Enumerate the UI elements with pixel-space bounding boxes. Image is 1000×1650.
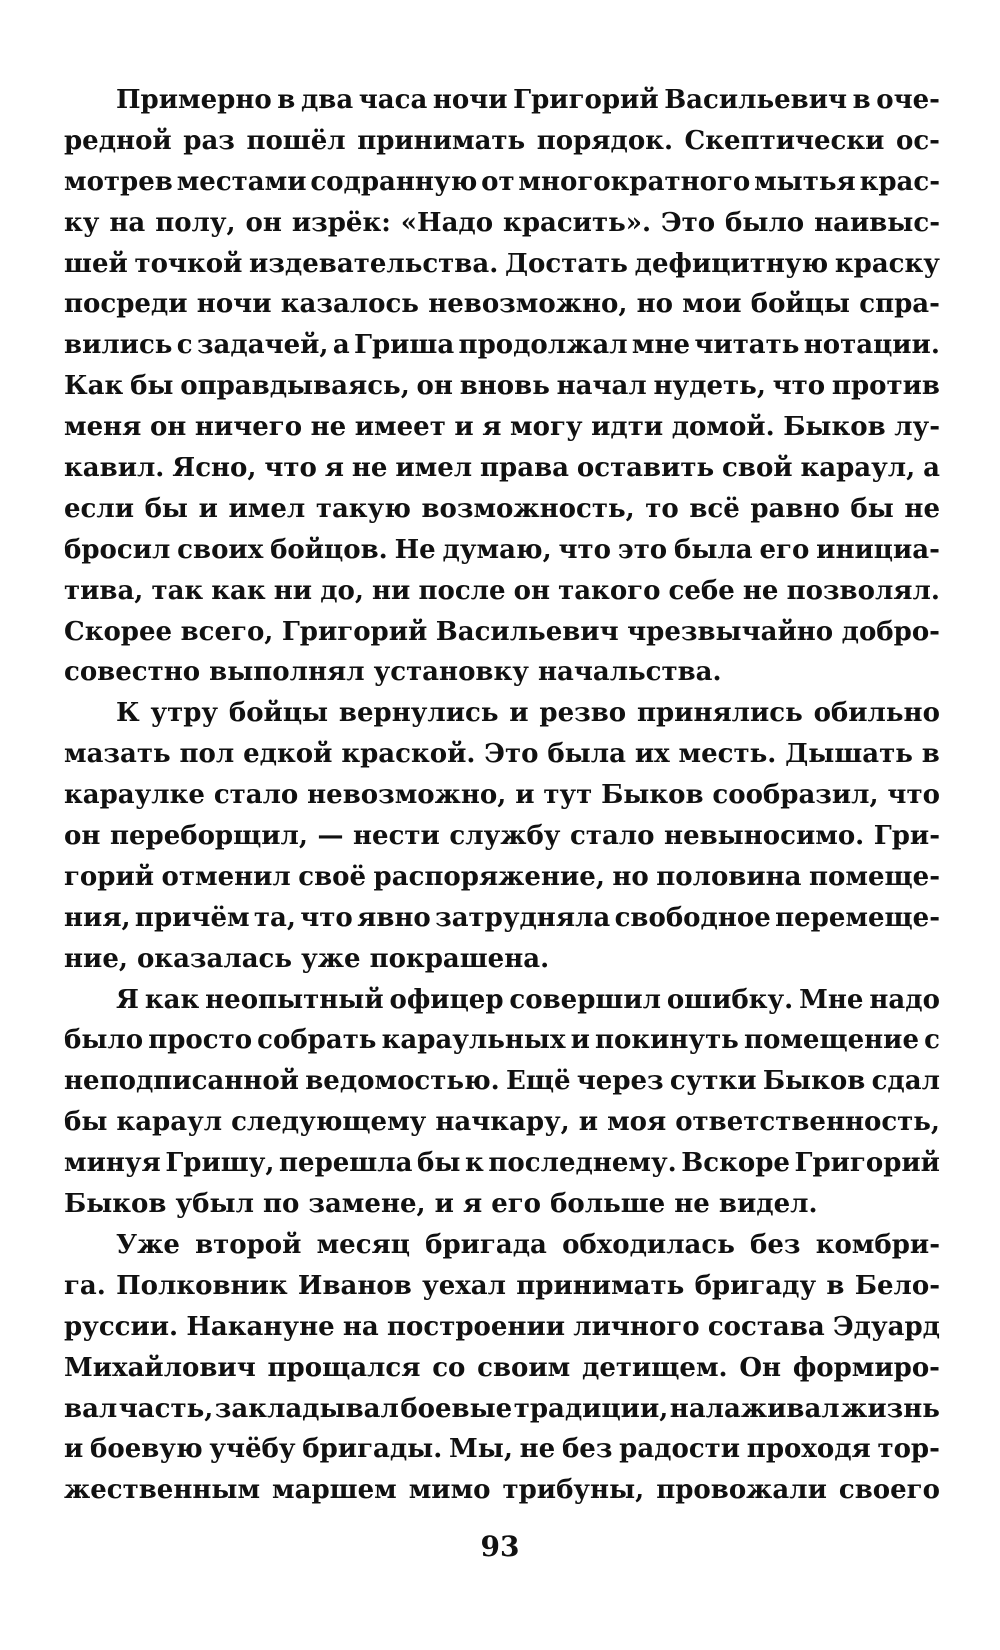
- text-line: редной раз пошёл принимать порядок. Скептически ос-: [64, 125, 940, 156]
- text-line: совестно выполнял установку начальства.: [64, 657, 722, 688]
- text-line: тива, так как ни до, ни после он такого себе не позволял.: [64, 575, 940, 606]
- text-line: руссии. Накануне на построении личного состава Эдуард: [64, 1311, 940, 1342]
- text-line: Я как неопытный офицер совершил ошибку. Мне надо: [116, 984, 940, 1015]
- text-line: га. Полковник Иванов уехал принимать бригаду в Бело-: [64, 1270, 940, 1301]
- text-line: бросил своих бойцов. Не думаю, что это была его инициа-: [64, 534, 940, 565]
- text-line: и боевую учёбу бригады. Мы, не без радости проходя тор-: [64, 1434, 940, 1465]
- text-line: ния, причём та, что явно затрудняла свободное перемеще-: [64, 902, 940, 933]
- text-line: шей точкой издевательства. Достать дефицитную краску: [64, 248, 940, 279]
- text-line: Примерно в два часа ночи Григорий Васильевич в оче-: [116, 85, 940, 115]
- text-line: бы караул следующему начкару, и моя ответственность,: [64, 1107, 940, 1138]
- text-line: К утру бойцы вернулись и резво принялись обильно: [116, 698, 940, 729]
- text-line: Скорее всего, Григорий Васильевич чрезвычайно добро-: [64, 616, 940, 647]
- text-line: Быков убыл по замене, и я его больше не видел.: [64, 1189, 818, 1220]
- text-line: ку на полу, он изрёк: «Надо красить». Это было наивыс-: [64, 207, 940, 238]
- text-line: Михайлович прощался со своим детищем. Он формиро-: [64, 1352, 940, 1383]
- body-text: [64, 80, 940, 1511]
- text-line: Как бы оправдываясь, он вновь начал нудеть, что против: [64, 371, 940, 402]
- text-line: караулке стало невозможно, и тут Быков сообразил, что: [64, 780, 940, 811]
- text-line: мотрев местами содранную от многократного мытья крас-: [64, 166, 940, 197]
- text-line: мазать пол едкой краской. Это была их месть. Дышать в: [64, 739, 940, 770]
- text-line: было просто собрать караульных и покинуть помещение с: [64, 1025, 940, 1056]
- text-line: горий отменил своё распоряжение, но половина помеще-: [64, 861, 940, 892]
- page-number: 93: [480, 1530, 520, 1563]
- text-line: ние, оказалась уже покрашена.: [64, 943, 550, 974]
- text-line: он переборщил, — нести службу стало невыносимо. Гри-: [64, 821, 940, 852]
- text-line: кавил. Ясно, что я не имел права оставить свой караул, а: [64, 453, 940, 484]
- text-line: неподписанной ведомостью. Ещё через сутки Быков сдал: [64, 1066, 940, 1097]
- text-line: жественным маршем мимо трибуны, провожали своего: [64, 1475, 940, 1506]
- text-line: посреди ночи казалось невозможно, но мои бойцы спра-: [64, 289, 940, 320]
- text-line: меня он ничего не имеет и я могу идти домой. Быков лу-: [64, 412, 940, 443]
- text-line: Уже второй месяц бригада обходилась без комбри-: [116, 1229, 940, 1260]
- text-line: вал часть, закладывал боевые традиции, налаживал жизнь: [64, 1393, 940, 1424]
- text-line: вились с задачей, а Гриша продолжал мне читать нотации.: [64, 330, 940, 361]
- text-line: если бы и имел такую возможность, то всё равно бы не: [64, 493, 940, 524]
- text-line: минуя Гришу, перешла бы к последнему. Вскоре Григорий: [64, 1148, 940, 1179]
